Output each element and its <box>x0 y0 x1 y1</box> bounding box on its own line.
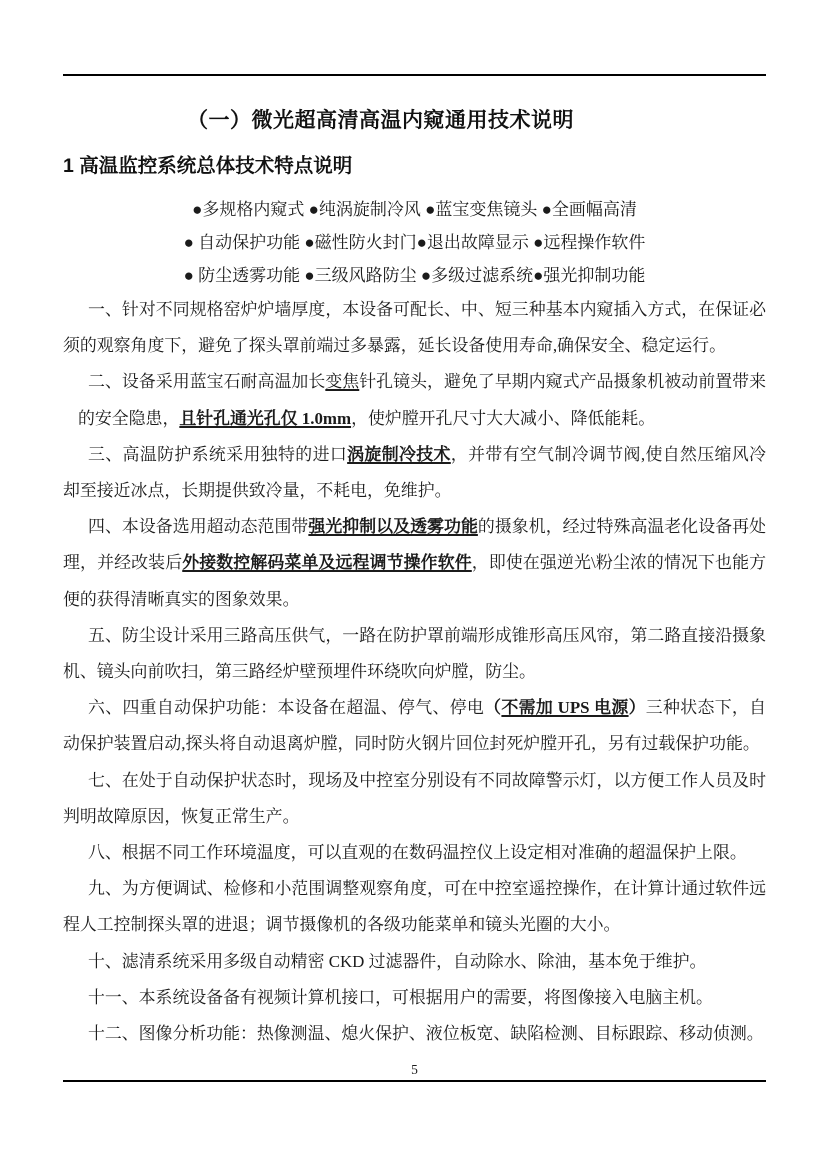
text-segment: 三、高温防护系统采用独特的进口 <box>88 444 348 464</box>
feature-bullet-line: ● 防尘透雾功能 ●三级风路防尘 ●多级过滤系统●强光抑制功能 <box>183 266 646 285</box>
text-segment: 九、为方便调试、检修和小范围调整观察角度，可在中控室遥控操作，在计算计通过软件远程人工控制探头罩的进退；调节摄像机的各级功能菜单和镜头光圈的大小。 <box>63 879 766 935</box>
text-segment: 的摄象机，经过特殊高温老化设备再处理，并经改装后 <box>63 517 767 573</box>
paragraph <box>63 763 766 835</box>
text-segment: ，使炉膛开孔尺寸大大减小、降低能耗。 <box>351 408 656 428</box>
text-segment: 七、在处于自动保护状态时，现场及中控室分别设有不同故障警示灯，以方便工作人员及时判明故障原因，恢复正常生产。 <box>63 770 766 826</box>
paragraph <box>63 364 766 436</box>
text-segment: 六、四重自动保护功能：本设备在超温、停气、停电 <box>88 698 485 718</box>
feature-bullet-list <box>63 193 766 292</box>
text-segment: 十一、本系统设备备有视频计算机接口，可根据用户的需要，将图像接入电脑主机。 <box>88 987 713 1007</box>
text-segment: 十、滤清系统采用多级自动精密 CKD 过滤器件，自动除水、除油，基本免于维护。 <box>88 951 707 971</box>
text-segment: 四、本设备选用超动态范围带 <box>88 517 309 537</box>
text-segment: ，并带有空气制冷调节阀,使自然压缩风冷却至接近冰点，长期提供致冷量，不耗电，免维护。 <box>63 444 766 501</box>
text-segment: 强光抑制以及透雾功能 <box>308 517 478 537</box>
text-segment: 不需加 UPS 电源 <box>501 698 629 718</box>
paragraph <box>63 437 766 509</box>
text-segment: 二、设备采用蓝宝石耐高温加长 <box>88 372 326 392</box>
text-segment: 十二、图像分析功能：热像测温、熄火保护、液位板宽、缺陷检测、目标跟踪、移动侦测。 <box>88 1024 764 1044</box>
text-segment: 五、防尘设计采用三路高压供气，一路在防护罩前端形成锥形高压风帘，第二路直接沿摄象机、镜头向前吹扫，第三路经炉壁预埋件环绕吹向炉膛，防尘。 <box>63 625 766 682</box>
paragraph-container <box>63 292 766 1052</box>
header-rule <box>63 74 766 76</box>
text-segment: 外接数控解码菜单及远程调节操作软件 <box>182 553 472 573</box>
paragraph <box>63 944 766 980</box>
paragraph <box>63 690 766 762</box>
paragraph <box>63 835 766 871</box>
section-heading: 1 高温监控系统总体技术特点说明 <box>63 155 353 177</box>
page-number: 5 <box>411 1062 418 1077</box>
paragraph <box>63 618 766 690</box>
text-segment: 变焦 <box>325 372 360 392</box>
paragraph <box>63 292 766 364</box>
paragraph <box>63 871 766 943</box>
text-segment: ，即使在强逆光\粉尘浓的情况下也能方便的获得清晰真实的图象效果。 <box>63 553 767 609</box>
text-segment: 且针孔通光孔仅 1.0mm <box>179 408 352 428</box>
text-segment: （ <box>484 698 502 718</box>
footer-rule <box>63 1080 766 1082</box>
page-title: （一）微光超高清高温内窥通用技术说明 <box>187 109 574 132</box>
text-segment: 针孔镜头，避免了早期内窥式产品摄象机被动前置带来的安全隐患， <box>78 372 767 428</box>
feature-bullet-line: ●多规格内窥式 ●纯涡旋制冷风 ●蓝宝变焦镜头 ●全画幅高清 <box>192 200 637 219</box>
text-segment: 涡旋制冷技术 <box>347 444 451 464</box>
paragraph <box>63 980 766 1016</box>
text-segment: ） <box>628 698 646 718</box>
paragraph <box>63 1016 766 1052</box>
feature-bullet-line: ● 自动保护功能 ●磁性防火封门●退出故障显示 ●远程操作软件 <box>183 233 646 252</box>
text-segment: 三种状态下，自动保护装置启动,探头将自动退离炉膛，同时防火钢片回位封死炉膛开孔，另有过载保护功能。 <box>63 698 767 754</box>
paragraph <box>63 509 766 618</box>
text-segment: 八、根据不同工作环境温度，可以直观的在数码温控仪上设定相对准确的超温保护上限。 <box>88 843 747 863</box>
text-segment: 一、针对不同规格窑炉炉墙厚度，本设备可配长、中、短三种基本内窥插入方式，在保证必须的观察角度下，避免了探头罩前端过多暴露，延长设备使用寿命,确保安全、稳定运行。 <box>63 300 766 356</box>
